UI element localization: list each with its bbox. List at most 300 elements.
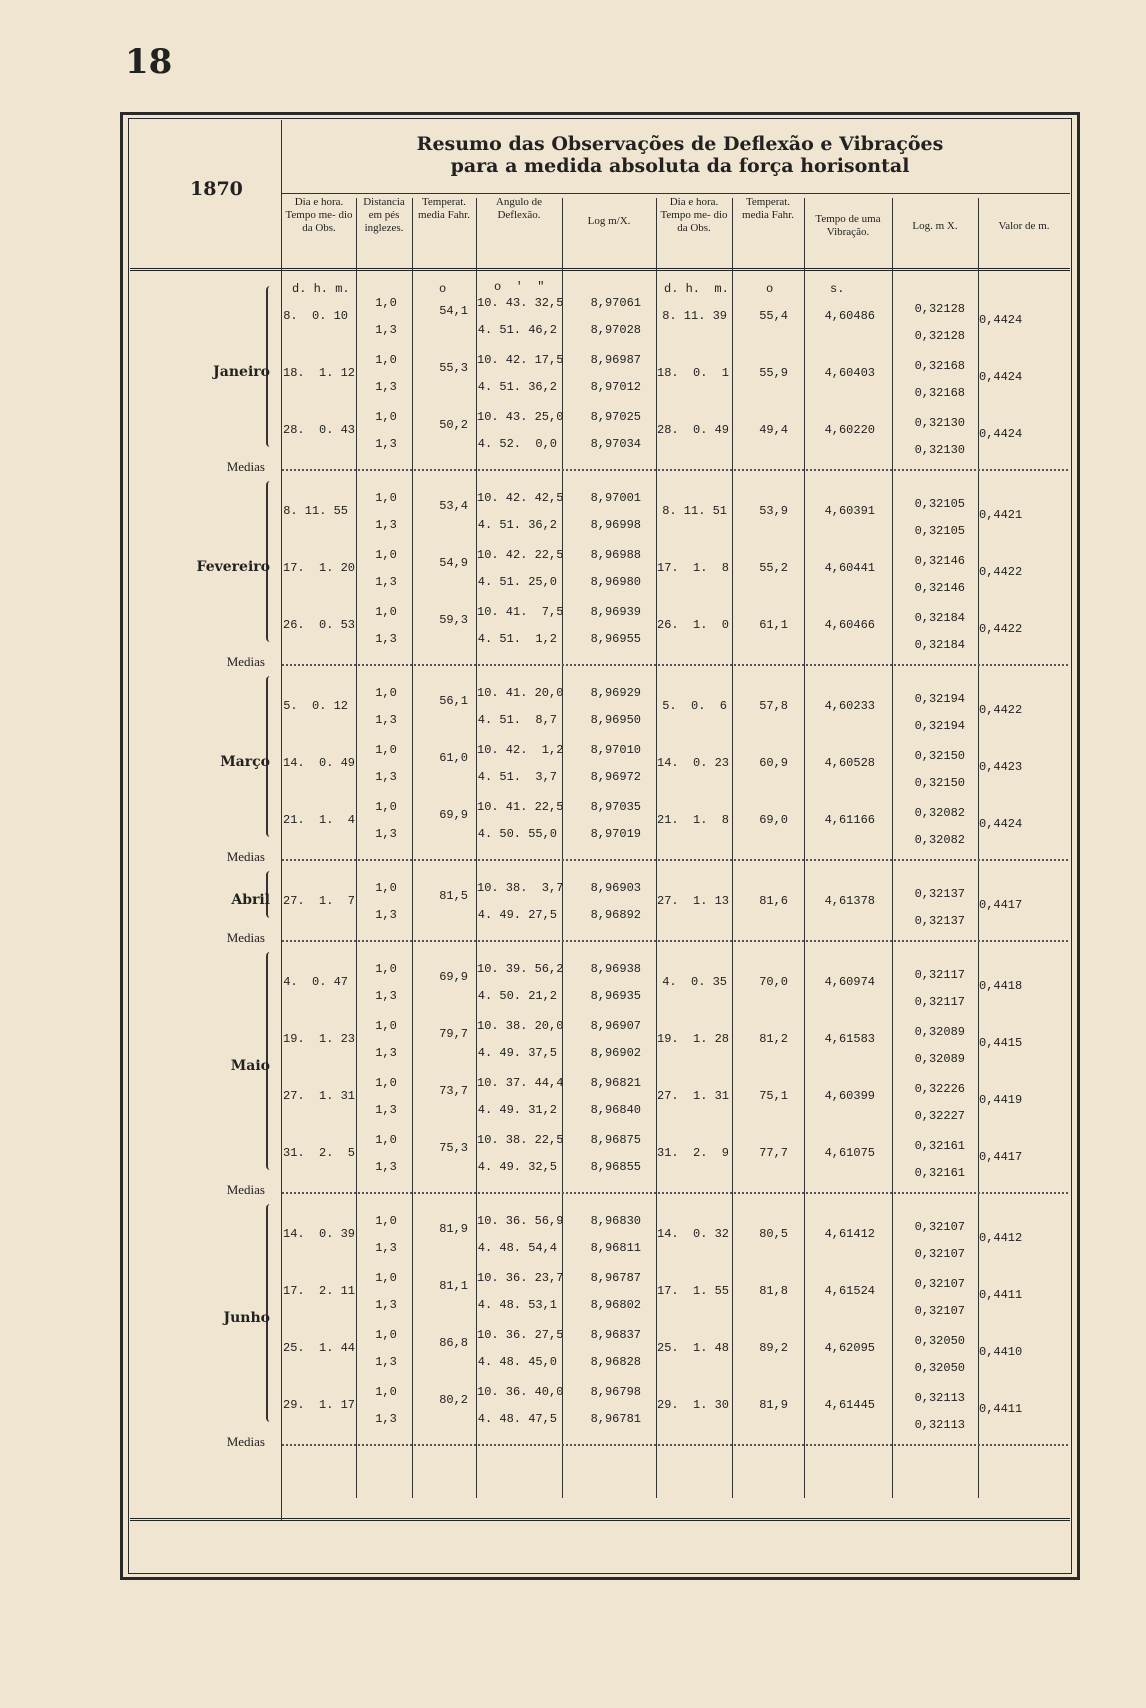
obs-log-mx: 0,32227: [914, 1109, 965, 1123]
obs-distancia: 1,0: [375, 1019, 397, 1033]
obs-distancia: 1,0: [375, 1271, 397, 1285]
obs-dia-hora-2: 8. 11. 51: [662, 504, 727, 518]
obs-log: 8,96980: [590, 575, 641, 589]
obs-distancia: 1,0: [375, 1328, 397, 1342]
obs-angulo: 4. 52. 0,0: [477, 437, 557, 451]
title-line-1: Resumo das Observações de Deflexão e Vibrações: [416, 133, 944, 155]
obs-distancia: 1,3: [375, 713, 397, 727]
obs-angulo: 10. 41. 20,0: [477, 686, 564, 700]
obs-log: 8,96781: [590, 1412, 641, 1426]
obs-distancia: 1,0: [375, 296, 397, 310]
column-divider: [978, 198, 979, 1498]
obs-temperat-2: 89,2: [759, 1341, 788, 1355]
obs-tempo-vibracao: 4,60441: [824, 561, 875, 575]
obs-log: 8,97035: [590, 800, 641, 814]
medias-dotted-line: [282, 1444, 1068, 1446]
header-divider: [130, 268, 1070, 271]
obs-dia-hora: 26. 0. 53: [283, 618, 356, 632]
medias-label: Medias: [226, 849, 265, 864]
obs-angulo: 10. 37. 44,4: [477, 1076, 564, 1090]
obs-log: 8,96903: [590, 881, 641, 895]
obs-log-mx: 0,32168: [914, 386, 965, 400]
obs-temperat-2: 69,0: [759, 813, 788, 827]
obs-tempo-vibracao: 4,61412: [824, 1227, 875, 1241]
obs-dia-hora: 4. 0. 47: [283, 975, 348, 989]
obs-temperat-2: 81,9: [759, 1398, 788, 1412]
obs-angulo: 10. 43. 32,5: [477, 296, 564, 310]
obs-log: 8,96902: [590, 1046, 641, 1060]
obs-dia-hora: 31. 2. 5: [283, 1146, 356, 1160]
obs-angulo: 10. 36. 23,7: [477, 1271, 564, 1285]
obs-distancia: 1,3: [375, 632, 397, 646]
obs-angulo: 10. 38. 3,7: [477, 881, 564, 895]
obs-tempo-vibracao: 4,61378: [824, 894, 875, 908]
obs-temperat-2: 81,6: [759, 894, 788, 908]
obs-log-mx: 0,32082: [914, 833, 965, 847]
obs-valor-m: 0,4412: [979, 1231, 1023, 1245]
obs-angulo: 10. 36. 40,0: [477, 1385, 564, 1399]
obs-tempo-vibracao: 4,62095: [824, 1341, 875, 1355]
obs-distancia: 1,0: [375, 1385, 397, 1399]
obs-angulo: 4. 51. 46,2: [477, 323, 557, 337]
obs-valor-m: 0,4417: [979, 898, 1023, 912]
title-line-2: para a medida absoluta da força horisontal: [450, 155, 910, 177]
obs-distancia: 1,3: [375, 1046, 397, 1060]
header-dia-hora-1: Dia e hora. Tempo me- dio da Obs.: [285, 196, 353, 234]
obs-angulo: 4. 51. 8,7: [477, 713, 557, 727]
obs-log: 8,97010: [590, 743, 641, 757]
obs-valor-m: 0,4424: [979, 370, 1023, 384]
obs-angulo: 10. 36. 27,5: [477, 1328, 564, 1342]
obs-temperat: 50,2: [439, 418, 468, 432]
obs-temperat: 55,3: [439, 361, 468, 375]
obs-distancia: 1,3: [375, 1298, 397, 1312]
obs-temperat: 80,2: [439, 1393, 468, 1407]
obs-temperat: 61,0: [439, 751, 468, 765]
table-title: [290, 133, 1070, 177]
obs-log-mx: 0,32194: [914, 692, 965, 706]
obs-distancia: 1,3: [375, 1103, 397, 1117]
obs-distancia: 1,3: [375, 989, 397, 1003]
obs-log: 8,97019: [590, 827, 641, 841]
obs-dia-hora-2: 5. 0. 6: [662, 699, 727, 713]
obs-distancia: 1,3: [375, 1241, 397, 1255]
obs-log-mx: 0,32107: [914, 1247, 965, 1261]
obs-angulo: 4. 50. 21,2: [477, 989, 557, 1003]
medias-label: Medias: [226, 1434, 265, 1449]
obs-angulo: 10. 39. 56,2: [477, 962, 564, 976]
obs-log-mx: 0,32128: [914, 302, 965, 316]
obs-log: 8,96828: [590, 1355, 641, 1369]
column-divider: [412, 198, 413, 1498]
header-log-mx: Log. m X.: [912, 220, 958, 232]
obs-log: 8,96907: [590, 1019, 641, 1033]
obs-distancia: 1,3: [375, 323, 397, 337]
obs-angulo: 10. 36. 56,9: [477, 1214, 564, 1228]
month-label: Fevereiro: [196, 559, 270, 575]
obs-log-mx: 0,32105: [914, 524, 965, 538]
obs-angulo: 4. 51. 36,2: [477, 518, 557, 532]
obs-temperat: 86,8: [439, 1336, 468, 1350]
obs-log-mx: 0,32150: [914, 776, 965, 790]
obs-tempo-vibracao: 4,61524: [824, 1284, 875, 1298]
obs-angulo: 4. 51. 36,2: [477, 380, 557, 394]
month-label: Abril: [231, 892, 270, 908]
obs-tempo-vibracao: 4,60403: [824, 366, 875, 380]
obs-dia-hora-2: 19. 1. 28: [657, 1032, 730, 1046]
obs-log-mx: 0,32113: [914, 1418, 965, 1432]
obs-tempo-vibracao: 4,60391: [824, 504, 875, 518]
obs-distancia: 1,3: [375, 1412, 397, 1426]
medias-label: Medias: [226, 930, 265, 945]
obs-temperat-2: 53,9: [759, 504, 788, 518]
obs-distancia: 1,0: [375, 686, 397, 700]
obs-log: 8,96935: [590, 989, 641, 1003]
obs-log-mx: 0,32107: [914, 1220, 965, 1234]
month-label: Março: [220, 754, 270, 770]
obs-distancia: 1,3: [375, 575, 397, 589]
header-dia-hora-2: Dia e hora. Tempo me- dio da Obs.: [660, 196, 728, 234]
obs-valor-m: 0,4424: [979, 817, 1023, 831]
medias-label: Medias: [226, 654, 265, 669]
obs-log-mx: 0,32128: [914, 329, 965, 343]
obs-log: 8,96837: [590, 1328, 641, 1342]
obs-valor-m: 0,4417: [979, 1150, 1023, 1164]
obs-dia-hora-2: 28. 0. 49: [657, 423, 730, 437]
obs-angulo: 4. 48. 45,0: [477, 1355, 557, 1369]
obs-log: 8,96821: [590, 1076, 641, 1090]
obs-log: 8,96855: [590, 1160, 641, 1174]
obs-valor-m: 0,4410: [979, 1345, 1023, 1359]
obs-tempo-vibracao: 4,60399: [824, 1089, 875, 1103]
obs-angulo: 10. 38. 22,5: [477, 1133, 564, 1147]
obs-dia-hora-2: 18. 0. 1: [657, 366, 730, 380]
obs-tempo-vibracao: 4,61075: [824, 1146, 875, 1160]
obs-angulo: 4. 48. 53,1: [477, 1298, 557, 1312]
obs-log-mx: 0,32226: [914, 1082, 965, 1096]
obs-log-mx: 0,32146: [914, 581, 965, 595]
obs-valor-m: 0,4415: [979, 1036, 1023, 1050]
obs-temperat-2: 49,4: [759, 423, 788, 437]
obs-log: 8,96998: [590, 518, 641, 532]
obs-valor-m: 0,4422: [979, 703, 1023, 717]
obs-angulo: 10. 43. 25,0: [477, 410, 564, 424]
obs-log-mx: 0,32107: [914, 1277, 965, 1291]
obs-valor-m: 0,4419: [979, 1093, 1023, 1107]
obs-tempo-vibracao: 4,60220: [824, 423, 875, 437]
obs-log: 8,96972: [590, 770, 641, 784]
obs-dia-hora-2: 21. 1. 8: [657, 813, 730, 827]
obs-distancia: 1,3: [375, 437, 397, 451]
obs-log: 8,96987: [590, 353, 641, 367]
obs-dia-hora: 14. 0. 49: [283, 756, 356, 770]
obs-tempo-vibracao: 4,61583: [824, 1032, 875, 1046]
month-label: Janeiro: [213, 364, 270, 380]
obs-distancia: 1,0: [375, 1076, 397, 1090]
obs-temperat: 81,1: [439, 1279, 468, 1293]
obs-log-mx: 0,32117: [914, 995, 965, 1009]
column-divider-main: [281, 120, 282, 1520]
obs-angulo: 10. 42. 17,5: [477, 353, 564, 367]
obs-angulo: 10. 42. 1,2: [477, 743, 564, 757]
column-divider: [656, 198, 657, 1498]
obs-dia-hora: 8. 11. 55: [283, 504, 348, 518]
obs-distancia: 1,3: [375, 1160, 397, 1174]
obs-angulo: 4. 49. 32,5: [477, 1160, 557, 1174]
obs-angulo: 4. 51. 25,0: [477, 575, 557, 589]
obs-tempo-vibracao: 4,60528: [824, 756, 875, 770]
obs-log-mx: 0,32117: [914, 968, 965, 982]
obs-log: 8,97061: [590, 296, 641, 310]
header-tempo-vibracao: Tempo de uma Vibração.: [815, 213, 881, 238]
obs-dia-hora: 19. 1. 23: [283, 1032, 356, 1046]
obs-temperat: 54,9: [439, 556, 468, 570]
bottom-divider: [130, 1518, 1070, 1521]
unit-tempo: s.: [830, 282, 845, 296]
obs-log-mx: 0,32184: [914, 638, 965, 652]
obs-log: 8,96840: [590, 1103, 641, 1117]
obs-temperat-2: 60,9: [759, 756, 788, 770]
obs-tempo-vibracao: 4,60233: [824, 699, 875, 713]
obs-log-mx: 0,32194: [914, 719, 965, 733]
obs-log-mx: 0,32130: [914, 416, 965, 430]
obs-temperat: 81,9: [439, 1222, 468, 1236]
obs-distancia: 1,3: [375, 1355, 397, 1369]
obs-valor-m: 0,4418: [979, 979, 1023, 993]
obs-distancia: 1,0: [375, 881, 397, 895]
obs-angulo: 4. 49. 27,5: [477, 908, 557, 922]
obs-log: 8,96802: [590, 1298, 641, 1312]
obs-log: 8,96939: [590, 605, 641, 619]
obs-tempo-vibracao: 4,60974: [824, 975, 875, 989]
obs-log: 8,97025: [590, 410, 641, 424]
obs-temperat: 54,1: [439, 304, 468, 318]
obs-tempo-vibracao: 4,61445: [824, 1398, 875, 1412]
month-label: Junho: [223, 1310, 270, 1326]
obs-log: 8,96929: [590, 686, 641, 700]
obs-temperat-2: 57,8: [759, 699, 788, 713]
obs-temperat-2: 55,9: [759, 366, 788, 380]
column-divider: [804, 198, 805, 1498]
obs-log-mx: 0,32184: [914, 611, 965, 625]
unit-angulo: o ′ ″: [494, 280, 545, 294]
obs-dia-hora-2: 29. 1. 30: [657, 1398, 730, 1412]
obs-dia-hora-2: 31. 2. 9: [657, 1146, 730, 1160]
obs-dia-hora-2: 26. 1. 0: [657, 618, 730, 632]
obs-log: 8,96798: [590, 1385, 641, 1399]
obs-temperat: 73,7: [439, 1084, 468, 1098]
obs-distancia: 1,0: [375, 1214, 397, 1228]
obs-angulo: 10. 41. 22,5: [477, 800, 564, 814]
medias-dotted-line: [282, 664, 1068, 666]
obs-temperat: 75,3: [439, 1141, 468, 1155]
obs-temperat: 69,9: [439, 970, 468, 984]
obs-tempo-vibracao: 4,61166: [824, 813, 875, 827]
obs-tempo-vibracao: 4,60466: [824, 618, 875, 632]
year-label: 1870: [190, 178, 243, 200]
obs-angulo: 10. 38. 20,0: [477, 1019, 564, 1033]
obs-dia-hora: 8. 0. 10: [283, 309, 348, 323]
obs-log-mx: 0,32168: [914, 359, 965, 373]
obs-temperat: 79,7: [439, 1027, 468, 1041]
obs-distancia: 1,0: [375, 800, 397, 814]
obs-log: 8,96950: [590, 713, 641, 727]
medias-label: Medias: [226, 1182, 265, 1197]
obs-valor-m: 0,4424: [979, 313, 1023, 327]
obs-angulo: 4. 49. 37,5: [477, 1046, 557, 1060]
obs-valor-m: 0,4411: [979, 1402, 1023, 1416]
obs-temperat-2: 61,1: [759, 618, 788, 632]
obs-temperat-2: 81,8: [759, 1284, 788, 1298]
obs-log-mx: 0,32161: [914, 1166, 965, 1180]
obs-distancia: 1,0: [375, 410, 397, 424]
obs-angulo: 4. 49. 31,2: [477, 1103, 557, 1117]
header-angulo: Angulo de Deflexão.: [495, 196, 543, 221]
medias-label: Medias: [226, 459, 265, 474]
obs-valor-m: 0,4423: [979, 760, 1023, 774]
obs-log-mx: 0,32089: [914, 1052, 965, 1066]
obs-log-mx: 0,32137: [914, 914, 965, 928]
obs-temperat: 56,1: [439, 694, 468, 708]
obs-dia-hora-2: 8. 11. 39: [662, 309, 727, 323]
obs-temperat-2: 81,2: [759, 1032, 788, 1046]
medias-dotted-line: [282, 469, 1068, 471]
obs-log: 8,96955: [590, 632, 641, 646]
obs-temperat-2: 55,4: [759, 309, 788, 323]
obs-dia-hora-2: 14. 0. 23: [657, 756, 730, 770]
obs-temperat-2: 70,0: [759, 975, 788, 989]
header-log: Log m/X.: [587, 215, 631, 227]
obs-dia-hora-2: 27. 1. 13: [657, 894, 730, 908]
obs-temperat: 81,5: [439, 889, 468, 903]
obs-log: 8,97034: [590, 437, 641, 451]
obs-temperat-2: 77,7: [759, 1146, 788, 1160]
obs-dia-hora: 17. 1. 20: [283, 561, 356, 575]
obs-distancia: 1,0: [375, 353, 397, 367]
obs-log: 8,96787: [590, 1271, 641, 1285]
column-divider: [732, 198, 733, 1498]
obs-dia-hora: 27. 1. 7: [283, 894, 356, 908]
header-temperat-1: Temperat. media Fahr.: [418, 196, 470, 221]
obs-tempo-vibracao: 4,60486: [824, 309, 875, 323]
obs-dia-hora: 29. 1. 17: [283, 1398, 356, 1412]
obs-distancia: 1,0: [375, 491, 397, 505]
obs-dia-hora: 17. 2. 11: [283, 1284, 356, 1298]
obs-log-mx: 0,32082: [914, 806, 965, 820]
obs-log-mx: 0,32107: [914, 1304, 965, 1318]
header-valor-m: Valor de m.: [998, 220, 1050, 232]
obs-angulo: 10. 41. 7,5: [477, 605, 564, 619]
obs-valor-m: 0,4424: [979, 427, 1023, 441]
title-divider: [282, 193, 1070, 194]
obs-distancia: 1,0: [375, 548, 397, 562]
obs-distancia: 1,3: [375, 827, 397, 841]
medias-dotted-line: [282, 1192, 1068, 1194]
unit-dia-hora: d. h. m.: [292, 282, 350, 296]
obs-log: 8,96811: [590, 1241, 641, 1255]
obs-log-mx: 0,32150: [914, 749, 965, 763]
obs-dia-hora: 18. 1. 12: [283, 366, 356, 380]
obs-log: 8,97001: [590, 491, 641, 505]
obs-log: 8,97012: [590, 380, 641, 394]
obs-log-mx: 0,32130: [914, 443, 965, 457]
obs-distancia: 1,3: [375, 908, 397, 922]
header-distancia: Distancia em pés inglezes.: [363, 196, 405, 234]
obs-temperat-2: 80,5: [759, 1227, 788, 1241]
unit-temperat-2: o: [766, 282, 774, 296]
obs-log: 8,96875: [590, 1133, 641, 1147]
obs-angulo: 4. 48. 47,5: [477, 1412, 557, 1426]
obs-log: 8,96830: [590, 1214, 641, 1228]
medias-dotted-line: [282, 940, 1068, 942]
obs-log: 8,96938: [590, 962, 641, 976]
obs-log-mx: 0,32105: [914, 497, 965, 511]
obs-valor-m: 0,4422: [979, 565, 1023, 579]
obs-distancia: 1,0: [375, 1133, 397, 1147]
header-temperat-2: Temperat. media Fahr.: [742, 196, 794, 221]
obs-distancia: 1,3: [375, 770, 397, 784]
obs-temperat: 59,3: [439, 613, 468, 627]
obs-angulo: 4. 51. 3,7: [477, 770, 557, 784]
obs-dia-hora: 21. 1. 4: [283, 813, 356, 827]
obs-temperat: 69,9: [439, 808, 468, 822]
obs-log-mx: 0,32146: [914, 554, 965, 568]
page-number: 18: [125, 42, 173, 82]
obs-valor-m: 0,4421: [979, 508, 1023, 522]
obs-log: 8,96988: [590, 548, 641, 562]
obs-log-mx: 0,32050: [914, 1361, 965, 1375]
obs-temperat-2: 75,1: [759, 1089, 788, 1103]
obs-distancia: 1,0: [375, 605, 397, 619]
obs-valor-m: 0,4422: [979, 622, 1023, 636]
obs-angulo: 10. 42. 22,5: [477, 548, 564, 562]
medias-dotted-line: [282, 859, 1068, 861]
obs-log-mx: 0,32050: [914, 1334, 965, 1348]
obs-dia-hora: 25. 1. 44: [283, 1341, 356, 1355]
obs-log: 8,96892: [590, 908, 641, 922]
month-label: Maio: [230, 1058, 270, 1074]
obs-log-mx: 0,32161: [914, 1139, 965, 1153]
unit-temperat: o: [439, 282, 447, 296]
obs-distancia: 1,3: [375, 518, 397, 532]
column-divider: [356, 198, 357, 1498]
obs-log: 8,97028: [590, 323, 641, 337]
obs-temperat: 53,4: [439, 499, 468, 513]
obs-dia-hora: 5. 0. 12: [283, 699, 348, 713]
obs-log-mx: 0,32137: [914, 887, 965, 901]
obs-log-mx: 0,32089: [914, 1025, 965, 1039]
obs-dia-hora: 14. 0. 39: [283, 1227, 356, 1241]
obs-angulo: 4. 48. 54,4: [477, 1241, 557, 1255]
obs-angulo: 4. 51. 1,2: [477, 632, 557, 646]
obs-dia-hora-2: 14. 0. 32: [657, 1227, 730, 1241]
obs-dia-hora: 28. 0. 43: [283, 423, 356, 437]
obs-dia-hora-2: 4. 0. 35: [662, 975, 727, 989]
obs-valor-m: 0,4411: [979, 1288, 1023, 1302]
obs-log-mx: 0,32113: [914, 1391, 965, 1405]
obs-dia-hora-2: 25. 1. 48: [657, 1341, 730, 1355]
obs-distancia: 1,0: [375, 743, 397, 757]
obs-angulo: 10. 42. 42,5: [477, 491, 564, 505]
obs-angulo: 4. 50. 55,0: [477, 827, 557, 841]
obs-distancia: 1,0: [375, 962, 397, 976]
unit-dia-hora-2: d. h. m.: [664, 282, 729, 296]
obs-dia-hora-2: 17. 1. 55: [657, 1284, 730, 1298]
obs-dia-hora-2: 17. 1. 8: [657, 561, 730, 575]
obs-dia-hora: 27. 1. 31: [283, 1089, 356, 1103]
obs-dia-hora-2: 27. 1. 31: [657, 1089, 730, 1103]
obs-distancia: 1,3: [375, 380, 397, 394]
